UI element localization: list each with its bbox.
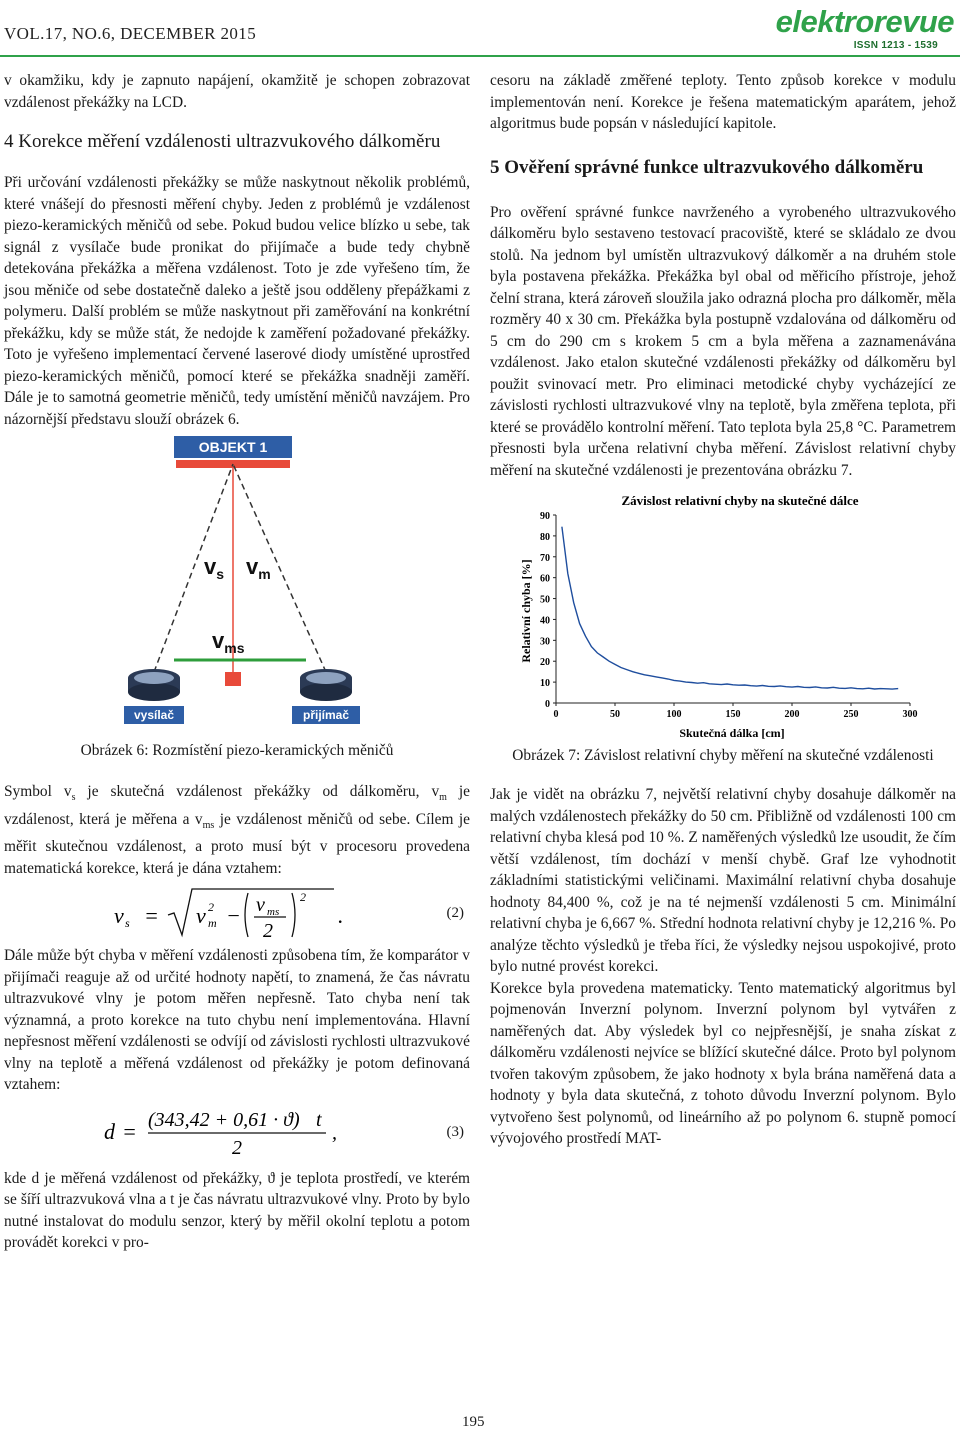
header-rule <box>0 55 960 57</box>
paragraph: Při určování vzdálenosti překážky se může naskytnout několik problémů, které vnášejí do přesnosti měření chyby. Jeden z problémů je vzdálenost piezo-keramických měničů od sebe. Pokud budou velice blízko u sebe, tak signál z vysílače bude pronikat do přijímače a bude tedy chybně detekována překážka a měřena vzdálenost. Toto je zde vyřešeno tím, že jsou měniče od sebe dostatečně daleko a ještě jsou odděleny přepážkami z polymeru. Další problém se může naskytnout při zaměřování na konkrétní překážku, kdy se může stát, že nedojde k zaměření požadované překážky. Toto je vyřešeno implementací červené laserové diody umístěné uprostřed piezo-keramických měničů, pomocí které se překážka snadněji zaměří. Dále je to samotná geometrie měničů, tedy umístění měničů navzájem. Pro názornější představu slouží obrázek 6. <box>4 174 470 428</box>
object-banner-label: OBJEKT 1 <box>198 439 268 455</box>
paragraph: Korekce byla provedena matematicky. Tento matematický algoritmus byl pojmenován Inverzní polynom. Inverzní polynom byl vytvářen z naměřených dat. Aby výsledek byl co nejpřesnější, je snaha získat z dálkoměru vzdálenosti nejvíce se blížící skutečné dálce. Proto byl polynom tvořen takovým způsobem, že jako hodnoty x byla brána naměřená data a hodnoty y byla data skutečná, z tohoto důvodu Inverzní polynom. Bylo vytvořeno šest polynomů, od lineárního až po polynom 6. stupně pomocí vývojového prostředí MAT- <box>490 979 956 1147</box>
issn-label: ISSN 1213 - 1539 <box>853 40 938 51</box>
equation-2 <box>4 885 470 942</box>
page-header <box>0 0 960 56</box>
section-heading-5: 5 Ověření správné funkce ultrazvukového dálkoměru <box>490 156 924 178</box>
vs-label: $v_s$ <box>204 554 225 582</box>
y-tick-label: 60 <box>540 573 550 585</box>
svg-text:ms: ms <box>267 906 280 919</box>
paragraph: Dále může být chyba v měření vzdálenosti způsobena tím, že komparátor v přijímači reaguje až od určité hodnoty napětí, to znamená, že čas návratu ultrazvukové vlny je potom měřen nepřesně. Tato chyba není tak významná, a proto korekce na tuto chybu není implementována. Hlavní nepřesnost měření vzdálenosti se odvíjí od závislosti rychlosti ultrazvukové vlny na teplotě a měřená vzdálenost od překážky je potom definovaná vztahem: <box>4 947 470 1094</box>
svg-text:d: d <box>104 1118 115 1144</box>
y-tick-label: 50 <box>540 594 550 606</box>
svg-text:v: v <box>196 903 206 929</box>
section-heading-4: 4 Korekce měření vzdálenosti ultrazvukového dálkoměru <box>4 131 441 152</box>
paragraph: Jak je vidět na obrázku 7, největší relativní chyby dosahuje dálkoměr na malých vzdálenostech překážky do 50 cm. Přibližně od vzdálenosti 100 cm relativní chyba klesá pod 10 %. Z naměřených výsledků lze usoudit, že čím větší vzdálenost, tím dochází v menší chybě. Graf lze vyhodnotit základními statistickými veličinami. Maximální relativní chyba dosahuje hodnoty 84,400 %, což je na té nejmenší vzdálenosti 5 cm. Minimální relativní chyba je 6,667 %. Střední hodnota relativní chyby je 12,216 %. Po analýze těchto výsledků je třeba říci, že výsledky nejsou uspokojivé, proto bylo nutné provést korekci. <box>490 786 956 975</box>
svg-text:.: . <box>338 903 344 929</box>
svg-text:=: = <box>122 1118 137 1144</box>
svg-text:t: t <box>316 1108 322 1131</box>
y-tick-label: 20 <box>540 657 550 669</box>
relative-error-chart <box>490 491 956 739</box>
svg-text:(343,42 + 0,61 · ϑ): (343,42 + 0,61 · ϑ) <box>148 1108 300 1131</box>
left-column <box>4 70 470 1254</box>
y-tick-label: 10 <box>540 678 550 690</box>
equation-3-formula <box>104 1102 404 1160</box>
svg-text:v: v <box>256 894 265 917</box>
vm-label: $v_m$ <box>246 554 271 582</box>
logo-text: elektrorevue <box>775 4 954 39</box>
page-number: 195 <box>462 1414 485 1430</box>
x-tick-label: 150 <box>725 709 741 720</box>
paragraph: cesoru na základě změřené teploty. Tento způsob korekce v modulu implementován není. Korekce je řešena matematickým aparátem, jehož algoritmus bude popsán v následující kapitole. <box>490 72 956 132</box>
svg-text:m: m <box>208 916 217 931</box>
figure-7-caption: Obrázek 7: Závislost relativní chyby měření na skutečné vzdálenosti <box>512 747 934 764</box>
y-tick-label: 70 <box>540 552 550 564</box>
paragraph: Symbol $v_s$ je skutečná vzdálenost překážky od dálkoměru, $v_m$ je vzdálenost, která je měřena a $v_{ms}$ je vzdálenost měničů od sebe. Cílem je měřit skutečnou vzdálenost, a proto musí být v procesoru provedena matematická korekce, která je dána vztahem: <box>4 783 470 877</box>
x-tick-label: 250 <box>843 709 859 720</box>
svg-text:2: 2 <box>263 920 273 942</box>
chart-title: Závislost relativní chyby na skutečné dálce <box>621 493 859 508</box>
svg-text:2: 2 <box>208 900 214 915</box>
series-relative-error <box>562 527 898 689</box>
svg-text:v: v <box>114 903 124 929</box>
equation-2-formula <box>114 885 414 941</box>
transmitter-icon <box>128 669 180 701</box>
equation-2-number: (2) <box>446 905 464 922</box>
x-tick-label: 100 <box>666 709 682 720</box>
y-tick-label: 40 <box>540 615 550 627</box>
chart-xlabel: Skutečná dálka [cm] <box>679 726 785 739</box>
svg-text:−: − <box>226 903 241 929</box>
svg-text:,: , <box>332 1121 337 1144</box>
y-tick-label: 30 <box>540 636 550 648</box>
journal-logo <box>730 4 954 54</box>
vms-label: $v_{ms}$ <box>212 628 245 656</box>
y-tick-label: 80 <box>540 531 550 543</box>
laser-diode-icon <box>225 672 241 686</box>
receiver-icon <box>300 669 352 701</box>
figure-7-chart <box>490 491 956 739</box>
chart-ylabel: Relativní chyba [%] <box>519 559 533 663</box>
transmitter-label: vysílač <box>133 708 175 722</box>
x-tick-label: 50 <box>610 709 620 720</box>
svg-text:2: 2 <box>300 890 306 905</box>
x-tick-label: 200 <box>784 709 800 720</box>
figure-6-caption: Obrázek 6: Rozmístění piezo-keramických měničů <box>80 742 394 759</box>
figure-6-diagram <box>4 434 464 734</box>
paragraph: v okamžiku, kdy je zapnuto napájení, okamžitě je schopen zobrazovat vzdálenost překážky na LCD. <box>4 72 470 111</box>
y-tick-label: 90 <box>540 511 550 522</box>
equation-3-number: (3) <box>446 1123 464 1140</box>
x-tick-label: 300 <box>902 709 918 720</box>
svg-text:=: = <box>144 903 159 929</box>
svg-text:s: s <box>125 916 130 931</box>
figure-6 <box>4 434 464 734</box>
y-axis <box>540 511 556 710</box>
y-tick-label: 0 <box>545 699 550 710</box>
paragraph: Pro ověření správné funkce navrženého a vyrobeného ultrazvukového dálkoměru bylo sestaveno testovací pracoviště, které se skládalo ze dvou stolů. Na jednom byl umístěn ultrazvukový dálkoměr a na druhém stole byla postavena překážka. Překážka byl obal od měřicího přístroje, jehož čelní strana, která zároveň sloužila jako odrazná plocha pro dálkoměr, měla rozměry 40 x 30 cm. Překážka byla postupně vzdalována od dálkoměru od 5 cm do 290 cm s krokem 5 cm a byla měřena a zaznamenávána vzdálenost. Jako etalon skutečné vzdálenosti překážky od dálkoměru byl použit svinovací metr. Pro eliminaci metodické chyby vycházející ze závislosti rychlosti ultrazvukové vlny na teplotě, byla změřena teplota, při které se provádělo kontrolní měření. Tato teplota byla 25,8 °C. Parametrem přesnosti byla určena relativní chyba měření. Závislost relativní chyby měření na skutečné vzdálenosti je prezentována obrázku 7. <box>490 203 956 479</box>
x-axis <box>554 703 918 720</box>
receiver-label: přijímač <box>302 708 350 722</box>
x-tick-label: 0 <box>553 709 559 720</box>
equation-3 <box>4 1102 470 1160</box>
issue-label: VOL.17, NO.6, DECEMBER 2015 <box>4 24 257 43</box>
right-column <box>490 70 956 1150</box>
paragraph: kde d je měřená vzdálenost od překážky, ϑ je teplota prostředí, ve kterém se šíří ultrazvuková vlna a t je čas návratu ultrazvukové vlny. Proto by bylo nutné instalovat do modulu senzor, který by měřil okolní teplotu a potom provádět korekci v pro- <box>4 1169 470 1252</box>
svg-text:2: 2 <box>232 1136 242 1159</box>
series-line <box>562 527 898 689</box>
